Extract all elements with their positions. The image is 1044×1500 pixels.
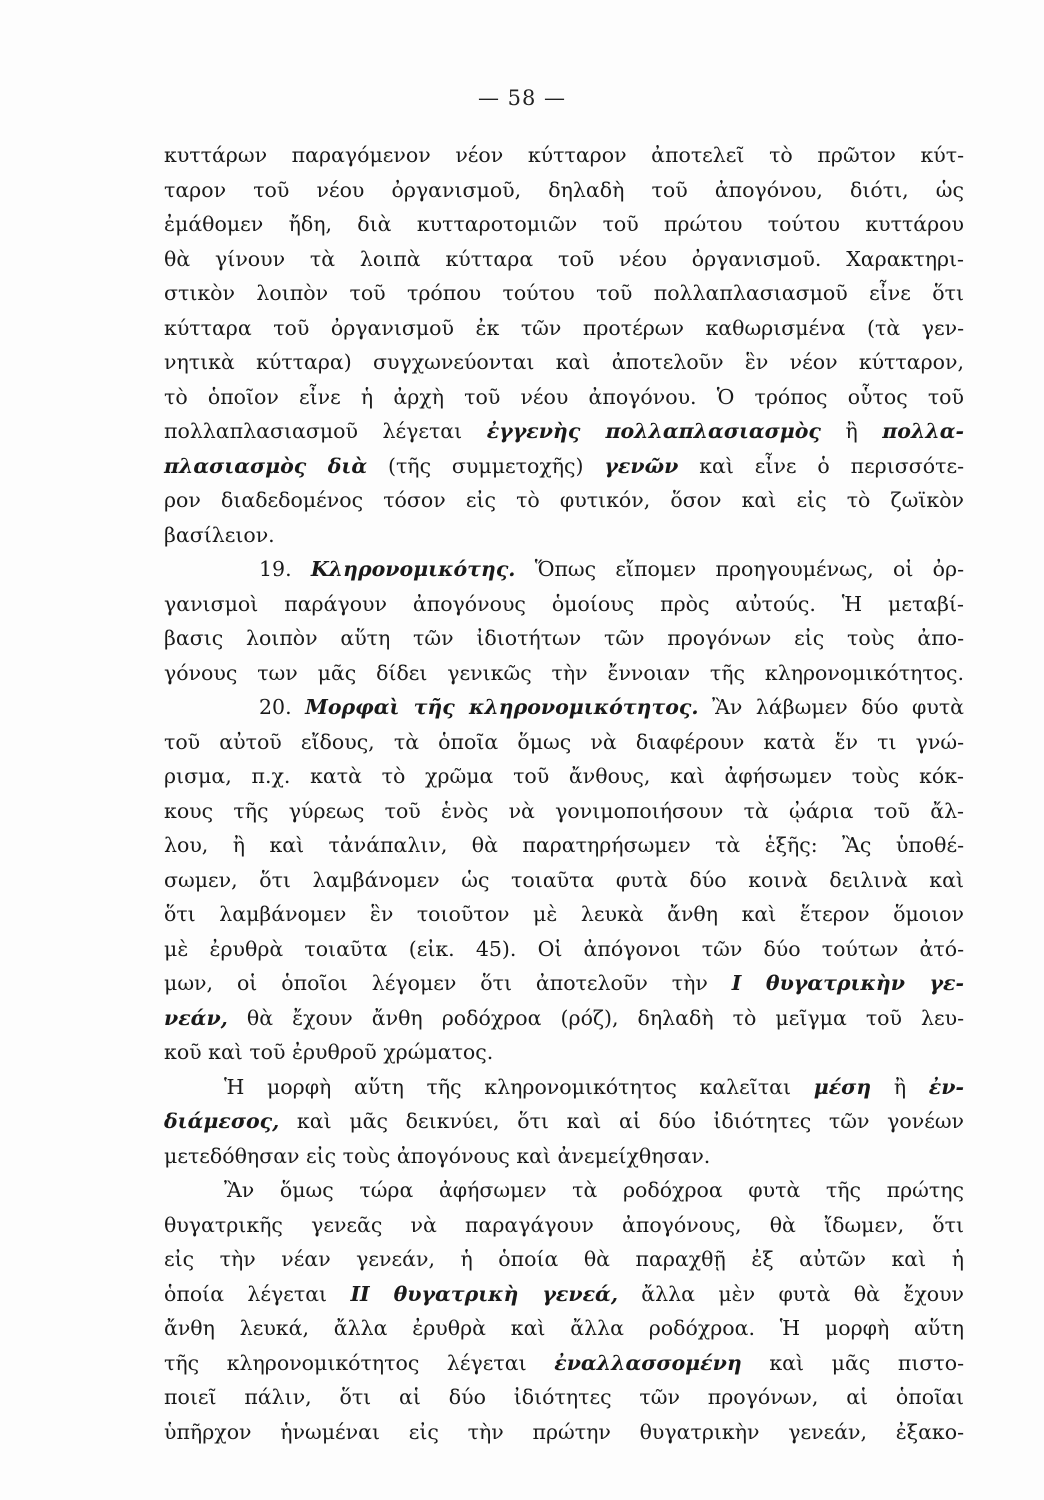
text-line: διάμεσος, καὶ μᾶς δεικνύει, ὅτι καὶ αἱ δύο ἰδιότητες τῶν γονέων: [164, 1109, 964, 1133]
text-line: μων, οἱ ὁποῖοι λέγομεν ὅτι ἀποτελοῦν τὴν I θυγατρικὴν γε-: [164, 971, 964, 995]
term-emphasis: πλασιασμὸς διὰ: [164, 453, 368, 478]
text-line: ρισμα, π.χ. κατὰ τὸ χρῶμα τοῦ ἄνθους, καὶ ἀφήσωμεν τοὺς κόκ-: [164, 764, 964, 788]
term-emphasis: I θυγατρικὴν γε-: [731, 971, 964, 995]
term-emphasis: διάμεσος,: [164, 1109, 280, 1133]
text-line: βασις λοιπὸν αὕτη τῶν ἰδιοτήτων τῶν προγόνων εἰς τοὺς ἀπο-: [164, 626, 964, 650]
text-line: ποιεῖ πάλιν, ὅτι αἱ δύο ἰδιότητες τῶν προγόνων, αἱ ὁποῖαι: [164, 1385, 964, 1409]
term-emphasis: ἐν-: [928, 1074, 964, 1099]
term-emphasis: πολλα-: [882, 419, 964, 443]
term-emphasis: μέση: [813, 1074, 872, 1099]
text-line: γόνους των μᾶς δίδει γενικῶς τὴν ἔννοιαν τῆς κληρονομικότητος.: [164, 660, 964, 685]
text-line: πολλαπλασιασμοῦ λέγεται ἐγγενὴς πολλαπλασιασμὸς ἢ πολλα-: [164, 419, 964, 443]
term-emphasis: ἐγγενὴς πολλαπλασιασμὸς: [486, 419, 821, 443]
text-line: κους τῆς γύρεως τοῦ ἑνὸς νὰ γονιμοποιήσουν τὰ ᾠάρια τοῦ ἄλ-: [164, 798, 964, 823]
text-line: λου, ἢ καὶ τἀνάπαλιν, θὰ παρατηρήσωμεν τὰ ἑξῆς: Ἂς ὑποθέ-: [164, 833, 964, 857]
term-emphasis: ἐναλλασσομένη: [554, 1350, 742, 1375]
text-line: ὁποία λέγεται II θυγατρικὴ γενεά, ἄλλα μὲν φυτὰ θὰ ἔχουν: [164, 1281, 965, 1306]
section-heading-line: 20. Μορφαὶ τῆς κληρονομικότητος. Ἂν λάβωμεν δύο φυτὰ: [259, 695, 964, 719]
text-line: στικὸν λοιπὸν τοῦ τρόπου τούτου τοῦ πολλαπλασιασμοῦ εἶνε ὅτι: [164, 281, 964, 305]
text-line: Ἂν ὅμως τώρα ἀφήσωμεν τὰ ροδόχροα φυτὰ τῆς πρώτης: [224, 1178, 964, 1202]
text-line: θυγατρικῆς γενεᾶς νὰ παραγάγουν ἀπογόνους, θὰ ἴδωμεν, ὅτι: [164, 1212, 964, 1237]
text-line: ἄνθη λευκά, ἄλλα ἐρυθρὰ καὶ ἄλλα ροδόχροα. Ἡ μορφὴ αὕτη: [164, 1316, 964, 1340]
text-line: μετεδόθησαν εἰς τοὺς ἀπογόνους καὶ ἀνεμείχθησαν.: [164, 1143, 711, 1168]
body-text: [164, 138, 964, 1449]
text-line: τὸ ὁποῖον εἶνε ἡ ἀρχὴ τοῦ νέου ἀπογόνου. Ὁ τρόπος οὗτος τοῦ: [164, 384, 964, 409]
text-line: εἰς τὴν νέαν γενεάν, ἡ ὁποία θὰ παραχθῇ ἐξ αὐτῶν καὶ ἡ: [164, 1247, 964, 1271]
text-line: ταρον τοῦ νέου ὀργανισμοῦ, δηλαδὴ τοῦ ἀπογόνου, διότι, ὡς: [164, 177, 964, 202]
text-line: πλασιασμὸς διὰ (τῆς συμμετοχῆς) γενῶν καὶ εἶνε ὁ περισσότε-: [164, 453, 964, 478]
text-line: μὲ ἐρυθρὰ τοιαῦτα (εἰκ. 45). Οἱ ἀπόγονοι τῶν δύο τούτων ἀτό-: [164, 936, 964, 961]
text-line: σωμεν, ὅτι λαμβάνομεν ὡς τοιαῦτα φυτὰ δύο κοινὰ δειλινὰ καὶ: [164, 867, 964, 892]
section-title: Μορφαὶ τῆς κληρονομικότητος.: [305, 695, 699, 719]
text-line: θὰ γίνουν τὰ λοιπὰ κύτταρα τοῦ νέου ὀργανισμοῦ. Χαρακτηρι-: [164, 246, 964, 271]
section-title: Κληρονομικότης.: [310, 557, 516, 581]
term-emphasis: II θυγατρικὴ γενεά,: [350, 1281, 618, 1306]
section-heading-line: 19. Κληρονομικότης. Ὅπως εἴπομεν προηγουμένως, οἱ ὀρ-: [259, 557, 965, 581]
text-line: ὅτι λαμβάνομεν ἓν τοιοῦτον μὲ λευκὰ ἄνθη καὶ ἕτερον ὅμοιον: [164, 902, 964, 926]
term-emphasis: γενῶν: [604, 453, 679, 478]
term-emphasis: νεάν,: [164, 1005, 228, 1030]
text-line: γανισμοὶ παράγουν ἀπογόνους ὁμοίους πρὸς αὐτούς. Ἡ μεταβί-: [164, 591, 964, 616]
text-line: ὑπῆρχον ἡνωμέναι εἰς τὴν πρώτην θυγατρικὴν γενεάν, ἐξακο-: [164, 1419, 964, 1444]
page-number: — 58 —: [477, 86, 567, 110]
text-line: τῆς κληρονομικότητος λέγεται ἐναλλασσομένη καὶ μᾶς πιστο-: [164, 1350, 964, 1375]
text-line: τοῦ αὐτοῦ εἴδους, τὰ ὁποῖα ὅμως νὰ διαφέρουν κατὰ ἕν τι γνώ-: [164, 729, 964, 754]
text-line: ἐμάθομεν ἤδη, διὰ κυτταροτομιῶν τοῦ πρώτου τούτου κυττάρου: [164, 212, 964, 236]
text-line: νητικὰ κύτταρα) συγχωνεύονται καὶ ἀποτελοῦν ἓν νέον κύτταρον,: [164, 350, 964, 374]
text-line: βασίλειον.: [164, 522, 275, 547]
text-line: Ἡ μορφὴ αὕτη τῆς κληρονομικότητος καλεῖται μέση ἢ ἐν-: [224, 1074, 964, 1099]
text-line: κύτταρα τοῦ ὀργανισμοῦ ἐκ τῶν προτέρων καθωρισμένα (τὰ γεν-: [164, 315, 964, 340]
text-line: κοῦ καὶ τοῦ ἐρυθροῦ χρώματος.: [164, 1040, 494, 1064]
text-line: κυττάρων παραγόμενον νέον κύτταρον ἀποτελεῖ τὸ πρῶτον κύτ-: [164, 143, 964, 167]
text-line: νεάν, θὰ ἔχουν ἄνθη ροδόχροα (ρόζ), δηλαδὴ τὸ μεῖγμα τοῦ λευ-: [164, 1005, 964, 1030]
text-line: ρον διαδεδομένος τόσον εἰς τὸ φυτικόν, ὅσον καὶ εἰς τὸ ζωϊκὸν: [164, 488, 964, 512]
